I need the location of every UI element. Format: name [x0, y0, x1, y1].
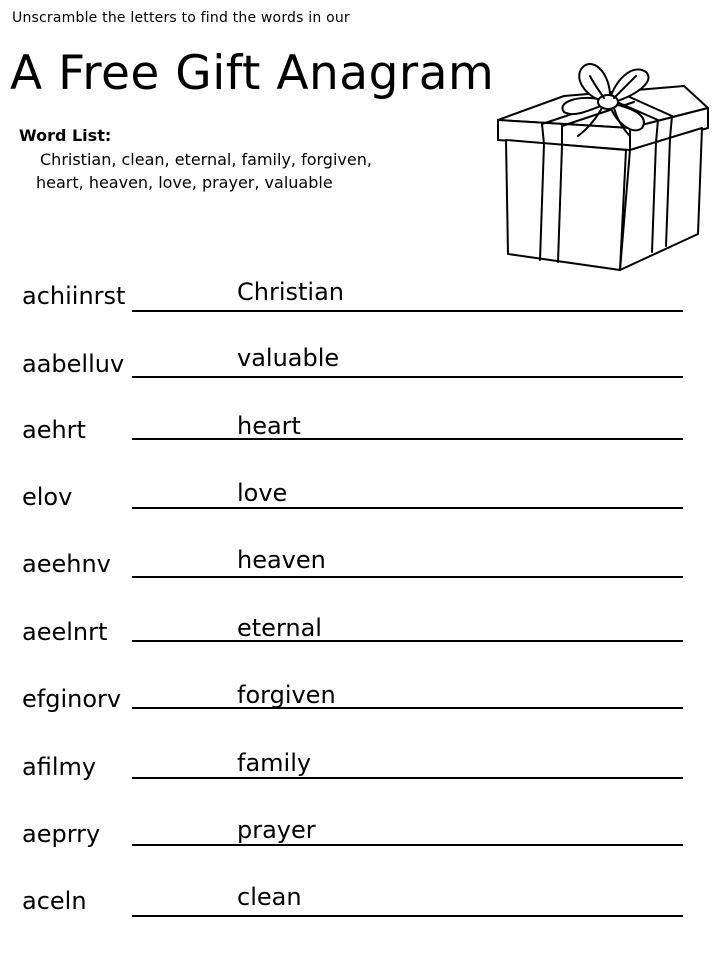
- answer-text: prayer: [237, 816, 316, 844]
- scrambled-word: aehrt: [22, 416, 86, 444]
- gift-box-icon: [494, 56, 718, 278]
- answer-line: [132, 310, 683, 312]
- answer-text: eternal: [237, 614, 322, 642]
- answer-line: [132, 777, 683, 779]
- scrambled-word: aeprry: [22, 820, 101, 848]
- answer-line: [132, 844, 683, 846]
- word-list-label: Word List:: [19, 126, 112, 145]
- scrambled-word: efginorv: [22, 685, 122, 713]
- anagram-row-9: [0, 816, 718, 876]
- scrambled-word: aeehnv: [22, 550, 111, 578]
- answer-line: [132, 507, 683, 509]
- answer-text: Christian: [237, 278, 345, 306]
- anagram-row-2: [0, 344, 718, 404]
- answer-line: [132, 438, 683, 440]
- answer-line: [132, 640, 683, 642]
- anagram-row-3: [0, 412, 718, 472]
- answer-text: love: [237, 479, 288, 507]
- scrambled-word: achiinrst: [22, 282, 126, 310]
- answer-text: heaven: [237, 546, 326, 574]
- answer-text: family: [237, 749, 312, 777]
- scrambled-word: aabelluv: [22, 350, 125, 378]
- answer-text: heart: [237, 412, 301, 440]
- scrambled-word: aeelnrt: [22, 618, 108, 646]
- instruction-text: Unscramble the letters to find the words in our: [12, 10, 350, 26]
- anagram-row-1: [0, 278, 718, 338]
- word-list-line-1: Christian, clean, eternal, family, forgiven,: [40, 150, 372, 169]
- scrambled-word: elov: [22, 483, 73, 511]
- answer-text: clean: [237, 883, 302, 911]
- anagram-row-5: [0, 546, 718, 606]
- scrambled-word: afilmy: [22, 753, 97, 781]
- answer-text: forgiven: [237, 681, 336, 709]
- page-title: A Free Gift Anagram: [10, 46, 495, 101]
- word-list-line-2: heart, heaven, love, prayer, valuable: [36, 173, 333, 192]
- answer-line: [132, 707, 683, 709]
- anagram-row-8: [0, 749, 718, 809]
- anagram-row-7: [0, 681, 718, 741]
- anagram-row-6: [0, 614, 718, 674]
- anagram-row-10: [0, 883, 718, 943]
- answer-line: [132, 376, 683, 378]
- answer-line: [132, 915, 683, 917]
- anagram-row-4: [0, 479, 718, 539]
- answer-text: valuable: [237, 344, 340, 372]
- answer-line: [132, 576, 683, 578]
- scrambled-word: aceln: [22, 887, 87, 915]
